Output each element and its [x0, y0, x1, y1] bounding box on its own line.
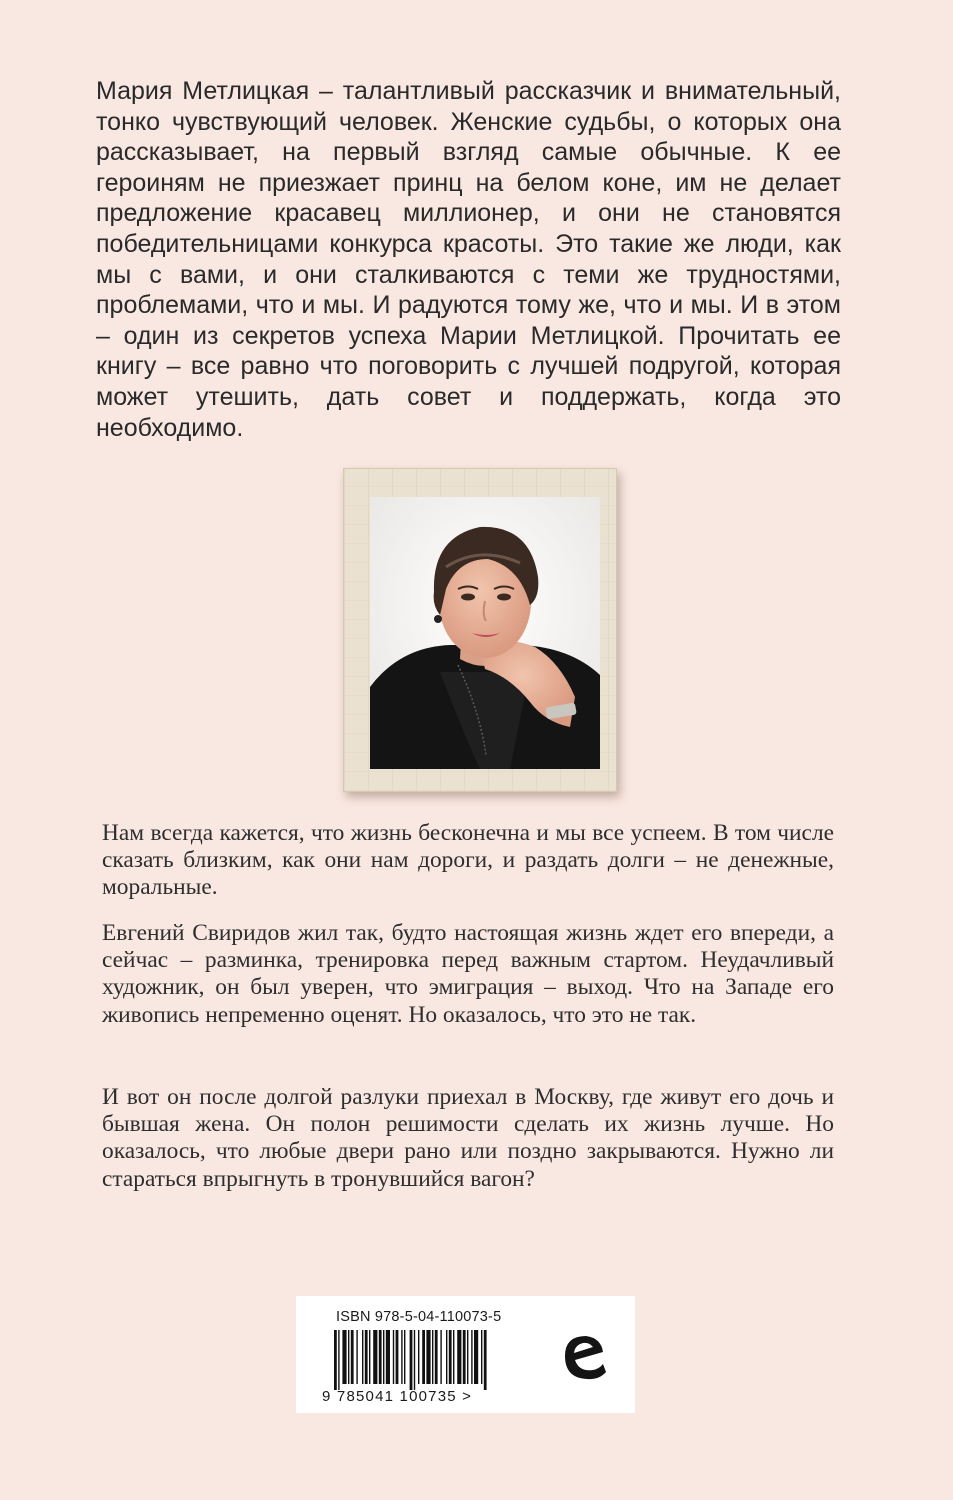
isbn-label: ISBN 978-5-04-110073-5	[336, 1309, 502, 1325]
author-intro-text: Мария Метлицкая – талантливый рассказчик и внимательный, тонко чувствующий человек. Женские судьбы, о которых она рассказывает, на первый взгляд самые обычные. К ее героиням не приезжает принц на белом коне, им не делает предложение красавец миллионер, и они не становятся победительницами конкурса красоты. Это такие же люди, как мы с вами, и они сталкиваются с теми же трудностями, проблемами, что и мы. И радуются тому же, что и мы. И в этом – один из секретов успеха Марии Метлицкой. Прочитать ее книгу – все равно что поговорить с лучшей подругой, которая может утешить, дать совет и поддержать, когда это необходимо.	[96, 77, 841, 442]
barcode-digits: 9 785041 100735 >	[322, 1388, 473, 1405]
barcode-image	[334, 1330, 530, 1390]
summary-paragraph-2: Евгений Свиридов жил так, будто настоящая жизнь ждет его впереди, а сейчас – разминка, тренировка перед важным стартом. Неудачливый художник, он был уверен, что эмиграция – выход. Что на Западе его живопись непременно оценят. Но оказалось, что это не так.	[102, 920, 834, 1028]
author-photo	[370, 497, 600, 769]
publisher-logo-icon	[553, 1326, 611, 1384]
summary-paragraph-3: И вот он после долгой разлуки приехал в Москву, где живут его дочь и бывшая жена. Он полон решимости сделать их жизнь лучше. Но оказалось, что любые двери рано или поздно закрываются. Нужно ли стараться впрыгнуть в тронувшийся вагон?	[102, 1084, 834, 1192]
author-photo-frame	[343, 468, 617, 792]
summary-paragraph-1: Нам всегда кажется, что жизнь бесконечна и мы все успеем. В том числе сказать близким, как они нам дороги, и раздать долги – не денежные, моральные.	[102, 820, 834, 901]
barcode-block	[296, 1296, 635, 1413]
